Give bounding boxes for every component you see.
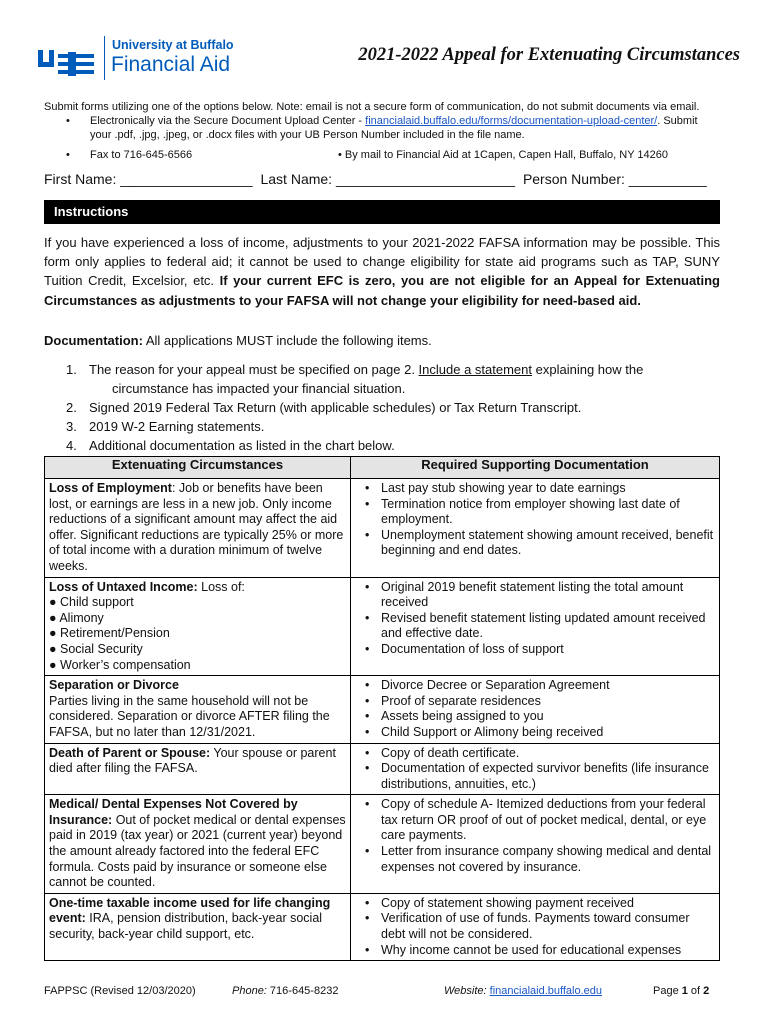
list-item xyxy=(66,360,726,398)
upload-option-line2: your .pdf, .jpg, .jpeg, or .docx files with your UB Person Number included in the file name. xyxy=(90,129,525,141)
instructions-heading: Instructions xyxy=(54,204,129,219)
footer-website xyxy=(444,985,602,997)
doc-item: • Termination notice from employer showing last date of employment. xyxy=(381,497,715,528)
column-header-documentation: Required Supporting Documentation xyxy=(351,457,720,479)
item-text: The reason for your appeal must be specified on page 2. xyxy=(89,362,419,377)
circumstances-table xyxy=(44,456,720,961)
documentation-cell xyxy=(351,795,720,894)
sub-item: ● Child support xyxy=(49,595,134,610)
ub-logo-mark-icon xyxy=(38,50,94,78)
bullet-icon: • xyxy=(66,149,70,161)
website-label: Website: xyxy=(444,985,487,997)
circumstance-cell xyxy=(45,479,351,578)
table-row xyxy=(45,893,720,960)
documentation-line xyxy=(44,333,432,348)
table-row xyxy=(45,577,720,676)
instructions-paragraph xyxy=(44,233,720,310)
circumstance-cell xyxy=(45,743,351,795)
fax-option-text: Fax to 716-645-6566 xyxy=(90,149,193,161)
item-text-line2: circumstance has impacted your financial situation. xyxy=(112,381,406,396)
table-header-row xyxy=(45,457,720,479)
sub-item: ● Alimony xyxy=(49,610,104,625)
documentation-cell xyxy=(351,479,720,578)
page-of: of xyxy=(687,985,704,997)
item-text: Signed 2019 Federal Tax Return (with applicable schedules) or Tax Return Transcript. xyxy=(89,400,582,415)
table-row xyxy=(45,795,720,894)
doc-item: • Documentation of loss of support xyxy=(381,642,715,658)
circumstance-title: Separation or Divorce xyxy=(49,678,179,693)
doc-item: • Revised benefit statement listing updated amount received and effective date. xyxy=(381,611,715,642)
sub-item: ● Retirement/Pension xyxy=(49,626,170,641)
upload-option xyxy=(66,114,726,142)
circumstance-cell xyxy=(45,795,351,894)
page-current: 1 xyxy=(681,985,688,997)
page-total: 2 xyxy=(703,985,710,997)
documentation-label: Documentation: xyxy=(44,333,143,348)
documentation-text: All applications MUST include the following items. xyxy=(142,333,432,348)
upload-center-link[interactable]: financialaid.buffalo.edu/forms/documentation-upload-center/ xyxy=(365,115,658,127)
doc-item: • Assets being assigned to you xyxy=(381,709,715,725)
documentation-cell xyxy=(351,743,720,795)
footer-phone xyxy=(232,985,338,997)
submission-instructions xyxy=(44,100,734,114)
circumstance-title: Loss of Untaxed Income: xyxy=(49,579,198,594)
circumstance-cell xyxy=(45,676,351,743)
item-text-post: explaining how the xyxy=(532,362,644,377)
upload-option-text: Electronically via the Secure Document Upload Center - xyxy=(90,115,366,127)
include-statement-link[interactable]: Include a statement xyxy=(418,362,533,377)
circumstance-desc: Your spouse or parent died after filing the FAFSA. xyxy=(49,745,336,776)
page-title: 2021-2022 Appeal for Extenuating Circumstances xyxy=(358,45,740,65)
circumstance-desc: Loss of: xyxy=(197,579,245,594)
required-items-list xyxy=(66,360,726,455)
list-item xyxy=(66,398,726,417)
item-text: 2019 W-2 Earning statements. xyxy=(89,419,265,434)
circumstance-cell xyxy=(45,893,351,960)
doc-item: • Verification of use of funds. Payments toward consumer debt will not be considered. xyxy=(381,911,715,942)
circumstance-cell xyxy=(45,577,351,676)
mail-option: • By mail to Financial Aid at 1Capen, Capen Hall, Buffalo, NY 14260 xyxy=(338,149,668,161)
item-number: 3. xyxy=(66,419,77,434)
logo-university-text: University at Buffalo xyxy=(112,38,234,52)
circumstance-desc: Out of pocket medical or dental expenses paid in 2019 (tax year) or 2021 (current year) beyond the amount already factored into the federal EFC formula. Costs paid by insurance or someone else cannot be counted. xyxy=(49,812,346,890)
documentation-cell xyxy=(351,893,720,960)
circumstance-title: Loss of Employment xyxy=(49,481,172,495)
doc-item: • Last pay stub showing year to date earnings xyxy=(381,481,715,497)
phone-label: Phone: xyxy=(232,985,267,997)
bullet-icon: • xyxy=(66,115,70,127)
circumstance-desc: IRA, pension distribution, back-year social security, back-year child support, etc. xyxy=(49,911,323,942)
phone-number: 716-645-8232 xyxy=(266,985,339,997)
item-number: 4. xyxy=(66,438,77,453)
circumstance-desc: Parties living in the same household will not be considered. Separation or divorce AFTER filing the FAFSA, but no later than 12/31/2021. xyxy=(49,693,330,739)
documentation-cell xyxy=(351,577,720,676)
doc-item: • Copy of schedule A- Itemized deductions from your federal tax return OR proof of out of pocket medical, dental, or eye care payments. xyxy=(381,797,715,844)
fax-option xyxy=(66,148,346,162)
doc-item: • Copy of death certificate. xyxy=(381,746,715,762)
table-row xyxy=(45,676,720,743)
sub-item: ● Worker’s compensation xyxy=(49,657,191,672)
circumstance-title: Death of Parent or Spouse: xyxy=(49,745,211,760)
table-row xyxy=(45,743,720,795)
applicant-fields xyxy=(44,171,734,187)
website-link[interactable]: financialaid.buffalo.edu xyxy=(489,985,602,997)
page-number xyxy=(653,985,709,997)
table-row xyxy=(45,479,720,578)
column-header-circumstances: Extenuating Circumstances xyxy=(45,457,351,479)
logo-unit-text: Financial Aid xyxy=(111,53,231,76)
doc-item: • Divorce Decree or Separation Agreement xyxy=(381,678,715,694)
doc-item: • Documentation of expected survivor benefits (life insurance distributions, annuities, etc.) xyxy=(381,761,715,792)
doc-item: • Proof of separate residences xyxy=(381,694,715,710)
list-item xyxy=(66,436,726,455)
first-name-field[interactable]: First Name: _________________ xyxy=(44,171,253,187)
doc-item: • Letter from insurance company showing medical and dental expenses not covered by insurance. xyxy=(381,844,715,875)
instructions-text: If you have experienced a loss of income, adjustments to your 2021-2022 FAFSA information may be possible. This form only applies to federal aid; it cannot be used to change eligibility for state aid programs such as TAP, SUNY Tuition Credit, Excelsior, etc. xyxy=(44,235,720,289)
form-id: FAPPSC (Revised 12/03/2020) xyxy=(44,985,196,997)
item-number: 1. xyxy=(66,362,77,377)
doc-item: • Original 2019 benefit statement listing the total amount received xyxy=(381,580,715,611)
circumstance-desc: : Job or benefits have been lost, or earnings are less in a new job. Only income reductions of a significant amount may affect the aid offer. Significant reductions are typically 25% or more of total income with a duration minimum of twelve weeks. xyxy=(49,481,344,573)
circumstance-title: Medical/ Dental Expenses Not Covered by Insurance: xyxy=(49,797,298,827)
page-prefix: Page xyxy=(653,985,682,997)
person-number-field[interactable]: Person Number: __________ xyxy=(522,171,707,187)
last-name-field[interactable]: Last Name: _______________________ xyxy=(260,171,516,187)
documentation-cell xyxy=(351,676,720,743)
sub-item: ● Social Security xyxy=(49,641,143,656)
efc-warning-text: If your current EFC is zero, you are not eligible for an Appeal for Extenuating Circumstances as adjustments to your FAFSA will not change your eligibility for need-based aid. xyxy=(44,273,720,308)
submission-note: Submit forms utilizing one of the options below. Note: email is not a secure form of communication, do not submit documents via email. xyxy=(44,101,700,113)
doc-item: • Why income cannot be used for educational expenses xyxy=(381,943,715,959)
ub-financial-aid-logo xyxy=(38,36,234,82)
upload-option-suffix: . Submit xyxy=(657,115,698,127)
circumstance-title: One-time taxable income used for life changing event: xyxy=(49,895,331,926)
item-text: Additional documentation as listed in the chart below. xyxy=(89,438,395,453)
item-number: 2. xyxy=(66,400,77,415)
doc-item: • Child Support or Alimony being received xyxy=(381,725,715,741)
doc-item: • Unemployment statement showing amount received, benefit beginning and end dates. xyxy=(381,528,715,559)
doc-item: • Copy of statement showing payment received xyxy=(381,896,715,912)
logo-divider xyxy=(104,36,105,80)
instructions-header-bar xyxy=(44,200,720,224)
list-item xyxy=(66,417,726,436)
